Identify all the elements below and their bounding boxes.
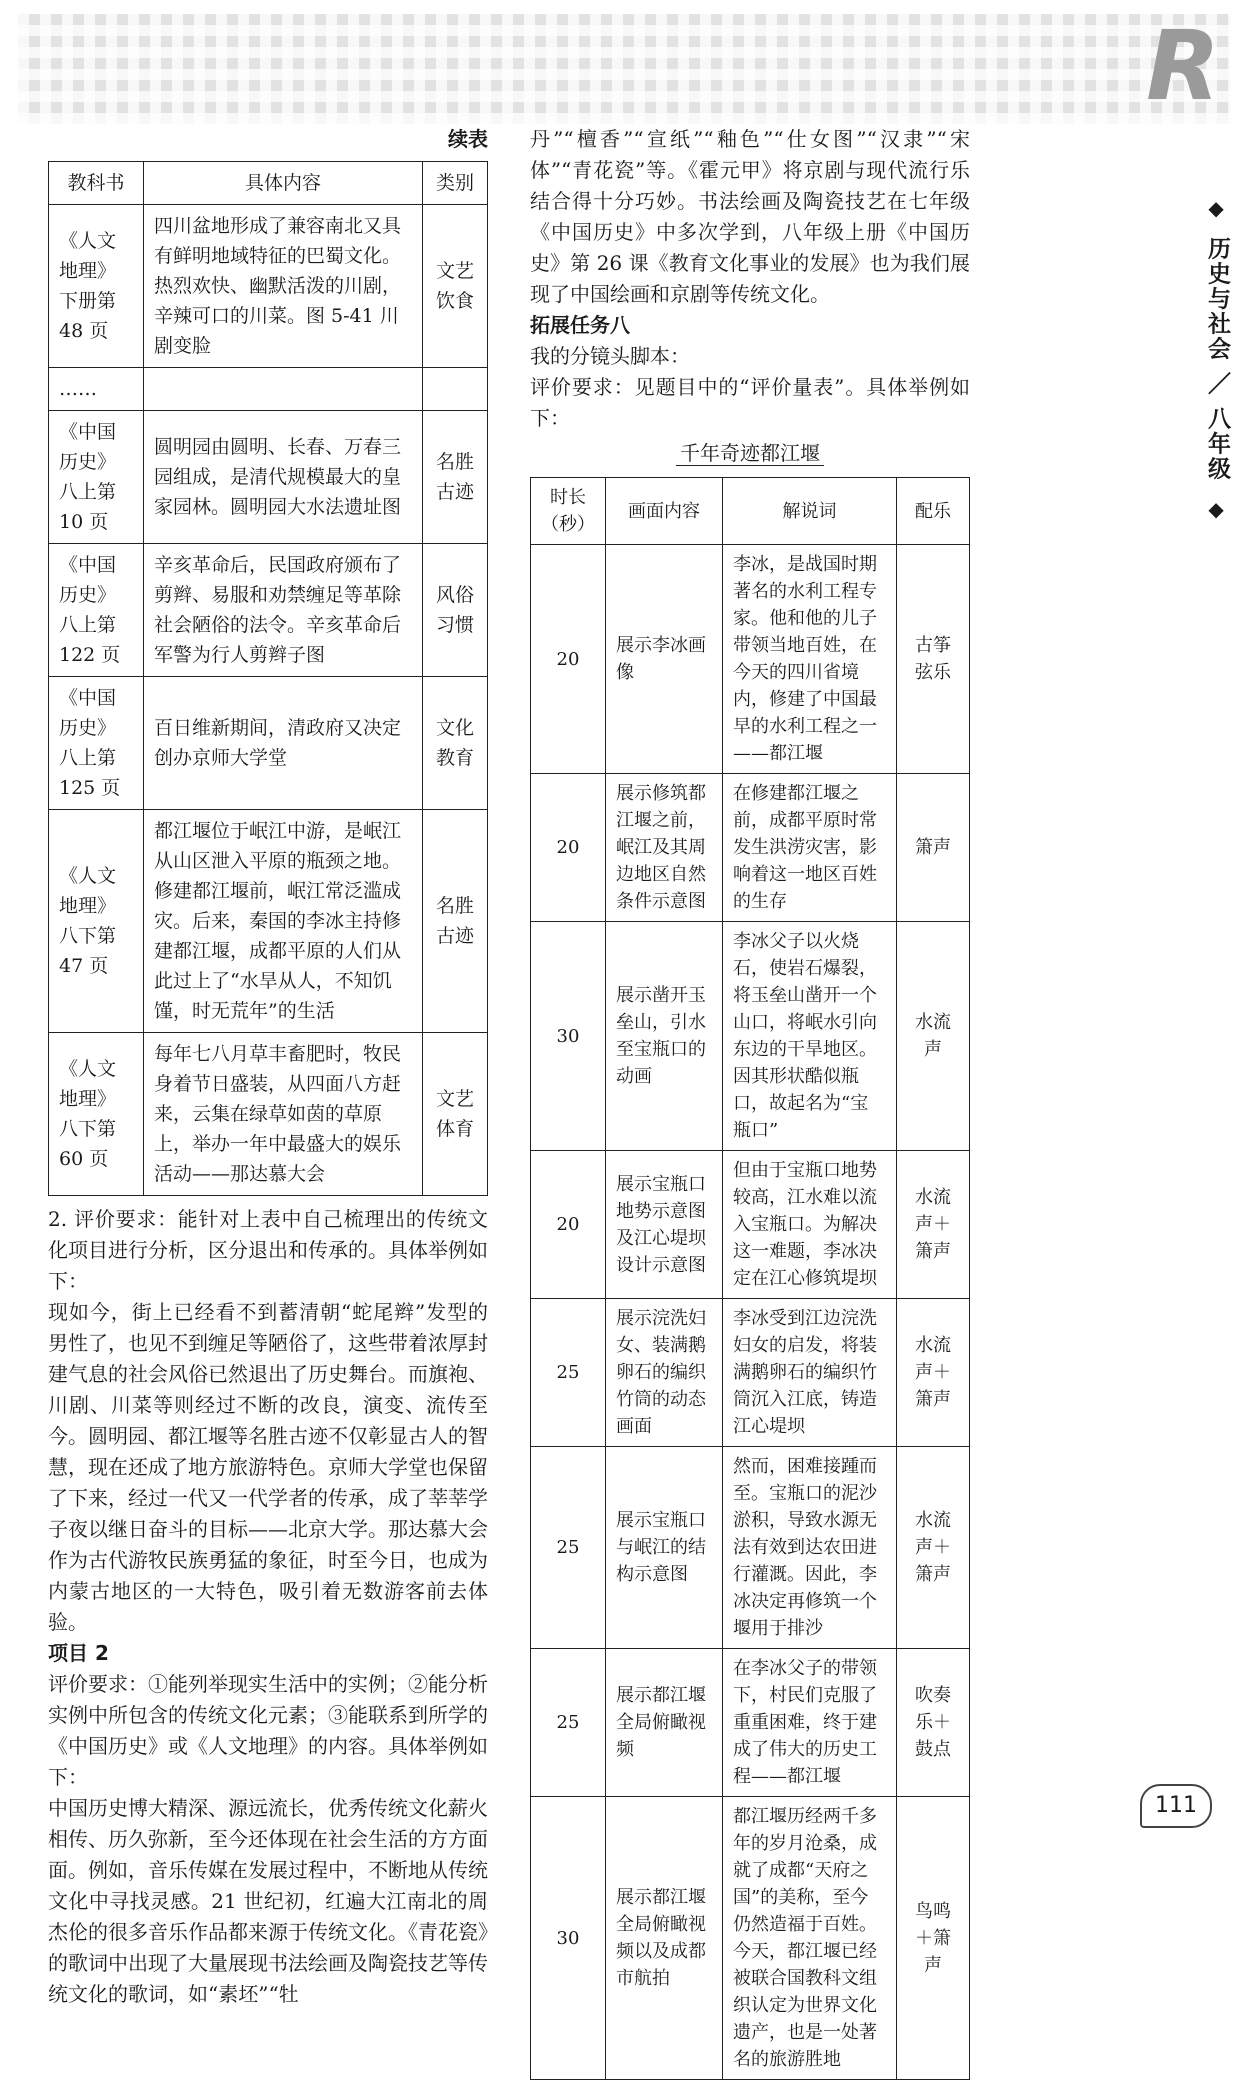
right-column [530, 124, 970, 2080]
table-row [49, 544, 488, 677]
table-cell: 《人文地理》八下第 60 页 [49, 1033, 144, 1196]
paragraph: 丹”“檀香”“宣纸”“釉色”“仕女图”“汉隶”“宋体”“青花瓷”等。《霍元甲》将京剧与现代流行乐结合得十分巧妙。书法绘画及陶瓷技艺在七年级《中国历史》中多次学到，八年级上册《中国历史》第 26 课《教育文化事业的发展》也为我们展现了中国绘画和京剧等传统文化。 [530, 127, 970, 306]
table-cell [423, 368, 488, 411]
table-row [49, 1033, 488, 1196]
table-header-row [49, 162, 488, 205]
table-cell: 25 [531, 1299, 606, 1447]
table-cell: 20 [531, 1151, 606, 1299]
table-header: 画面内容 [606, 478, 723, 545]
table-cell: 25 [531, 1649, 606, 1797]
table-cell: 《人文地理》八下第 47 页 [49, 810, 144, 1033]
table-row [49, 677, 488, 810]
table-cell: 文化教育 [423, 677, 488, 810]
table-header: 配乐 [897, 478, 970, 545]
diamond-icon: ◆ [1208, 196, 1226, 220]
paragraph: 现如今，街上已经看不到蓄清朝“蛇尾辫”发型的男性了，也见不到缠足等陋俗了，这些带着浓厚封建气息的社会风俗已然退出了历史舞台。而旗袍、川剧、川菜等则经过不断的改良，演变、流传至今。圆明园、都江堰等名胜古迹不仅彰显古人的智慧，现在还成了地方旅游特色。京师大学堂也保留了下来，经过一代又一代学者的传承，成了莘莘学子夜以继日奋斗的目标——北京大学。那达慕大会作为古代游牧民族勇猛的象征，时至今日，也成为内蒙古地区的一大特色，吸引着无数游客前去体验。 [48, 1300, 488, 1634]
table-cell: 鸟鸣＋箫声 [897, 1797, 970, 2080]
table-cell: 20 [531, 545, 606, 774]
table-cell: 箫声 [897, 774, 970, 922]
table-row [531, 1649, 970, 1797]
table-cell: 展示都江堰全局俯瞰视频 [606, 1649, 723, 1797]
table-row [49, 411, 488, 544]
table-cell: 李冰父子以火烧石，使岩石爆裂，将玉垒山凿开一个山口，将岷水引向东边的干旱地区。因其形状酷似瓶口，故起名为“宝瓶口” [723, 922, 897, 1151]
table-cell: 名胜古迹 [423, 411, 488, 544]
table-caption: 千年奇迹都江堰 [530, 438, 970, 469]
table-cell: 水流声＋箫声 [897, 1151, 970, 1299]
table-row [531, 1151, 970, 1299]
table-cell: 《中国历史》八上第 10 页 [49, 411, 144, 544]
table-header: 教科书 [49, 162, 144, 205]
table-cell: 展示浣洗妇女、装满鹅卵石的编织竹筒的动态画面 [606, 1299, 723, 1447]
separator: ／ [1204, 371, 1231, 397]
table-cell: 30 [531, 1797, 606, 2080]
table-cell: 四川盆地形成了兼容南北又具有鲜明地域特征的巴蜀文化。热烈欢快、幽默活泼的川剧，辛辣可口的川菜。图 5-41 川剧变脸 [144, 205, 423, 368]
table-row [531, 1299, 970, 1447]
section-heading: 拓展任务八 [530, 313, 630, 337]
paragraph: 中国历史博大精深、源远流长，优秀传统文化薪火相传、历久弥新，至今还体现在社会生活的方方面面。例如，音乐传媒在发展过程中，不断地从传统文化中寻找灵感。21 世纪初，红遍大江南北的周杰伦的很多音乐作品都来源于传统文化。《青花瓷》的歌词中出现了大量展现书法绘画及陶瓷技艺等传统文化的歌词，如“素坯”“牡 [48, 1796, 488, 2006]
table-cell: 然而，困难接踵而至。宝瓶口的泥沙淤积，导致水源无法有效到达农田进行灌溉。因此，李冰决定再修筑一个堰用于排沙 [723, 1447, 897, 1649]
table-cell: 古筝弦乐 [897, 545, 970, 774]
table-cell: 展示修筑都江堰之前，岷江及其周边地区自然条件示意图 [606, 774, 723, 922]
table-row [531, 1797, 970, 2080]
table-cell: 但由于宝瓶口地势较高，江水难以流入宝瓶口。为解决这一难题，李冰决定在江心修筑堤坝 [723, 1151, 897, 1299]
diamond-icon: ◆ [1208, 497, 1226, 522]
left-column [48, 124, 488, 2010]
grade-label: 八年级 [1204, 406, 1231, 482]
table-cell: 水流声 [897, 922, 970, 1151]
table-row [531, 1447, 970, 1649]
section-heading: 项目 2 [48, 1641, 109, 1665]
table-cell: 在修建都江堰之前，成都平原时常发生洪涝灾害，影响着这一地区百姓的生存 [723, 774, 897, 922]
paragraph: 评价要求：见题目中的“评价量表”。具体举例如下： [530, 375, 970, 430]
table-row [49, 205, 488, 368]
table-cell: 文艺体育 [423, 1033, 488, 1196]
table-cell: 每年七八月草丰畜肥时，牧民身着节日盛装，从四面八方赶来，云集在绿草如茵的草原上，举办一年中最盛大的娱乐活动——那达慕大会 [144, 1033, 423, 1196]
table-row [531, 922, 970, 1151]
table-cell: 展示李冰画像 [606, 545, 723, 774]
table-cell: 李冰受到江边浣洗妇女的启发，将装满鹅卵石的编织竹筒沉入江底，铸造江心堤坝 [723, 1299, 897, 1447]
table-cell: 水流声＋箫声 [897, 1299, 970, 1447]
table-cell: 展示凿开玉垒山，引水至宝瓶口的动画 [606, 922, 723, 1151]
table-cell: 《中国历史》八上第 122 页 [49, 544, 144, 677]
table-row [49, 368, 488, 411]
table-header: 类别 [423, 162, 488, 205]
storyboard-table [530, 477, 970, 2080]
textbook-table [48, 161, 488, 1196]
table-cell: 圆明园由圆明、长春、万春三园组成，是清代规模最大的皇家园林。圆明园大水法遗址图 [144, 411, 423, 544]
paragraph: 我的分镜头脚本： [530, 344, 690, 368]
table-cell: 30 [531, 922, 606, 1151]
table-cell: 都江堰位于岷江中游，是岷江从山区泄入平原的瓶颈之地。修建都江堰前，岷江常泛滥成灾。后来，秦国的李冰主持修建都江堰，成都平原的人们从此过上了“水旱从人，不知饥馑，时无荒年”的生活 [144, 810, 423, 1033]
table-cell: …… [49, 368, 144, 411]
table-cell [144, 368, 423, 411]
subject-label: 历史与社会 [1204, 236, 1231, 362]
table-cell: 25 [531, 1447, 606, 1649]
table-header: 时长（秒） [531, 478, 606, 545]
page-number: 111 [1140, 1784, 1212, 1828]
table-cell: 在李冰父子的带领下，村民们克服了重重困难，终于建成了伟大的历史工程——都江堰 [723, 1649, 897, 1797]
table-cell: 水流声＋箫声 [897, 1447, 970, 1649]
paragraph: 评价要求：①能列举现实生活中的实例；②能分析实例中所包含的传统文化元素；③能联系到所学的《中国历史》或《人文地理》的内容。具体举例如下： [48, 1672, 488, 1789]
table-header: 解说词 [723, 478, 897, 545]
header-banner [18, 10, 1230, 124]
table-header: 具体内容 [144, 162, 423, 205]
table-header-row [531, 478, 970, 545]
side-tab [1204, 190, 1234, 527]
continued-label: 续表 [448, 127, 488, 151]
table-cell: 辛亥革命后，民国政府颁布了剪辫、易服和劝禁缠足等革除社会陋俗的法令。辛亥革命后军警为行人剪辫子图 [144, 544, 423, 677]
table-cell: 吹奏乐＋鼓点 [897, 1649, 970, 1797]
table-cell: 文艺饮食 [423, 205, 488, 368]
table-cell: 风俗习惯 [423, 544, 488, 677]
table-cell: 展示宝瓶口与岷江的结构示意图 [606, 1447, 723, 1649]
table-cell: 百日维新期间，清政府又决定创办京师大学堂 [144, 677, 423, 810]
paragraph: 2. 评价要求：能针对上表中自己梳理出的传统文化项目进行分析，区分退出和传承的。具体举例如下： [48, 1207, 488, 1293]
table-row [49, 810, 488, 1033]
table-row [531, 545, 970, 774]
table-cell: 名胜古迹 [423, 810, 488, 1033]
table-cell: 李冰，是战国时期著名的水利工程专家。他和他的儿子带领当地百姓，在今天的四川省境内，修建了中国最早的水利工程之一——都江堰 [723, 545, 897, 774]
table-cell: 《人文地理》下册第 48 页 [49, 205, 144, 368]
table-cell: 展示都江堰全局俯瞰视频以及成都市航拍 [606, 1797, 723, 2080]
table-cell: 《中国历史》八上第 125 页 [49, 677, 144, 810]
table-cell: 都江堰历经两千多年的岁月沧桑，成就了成都“天府之国”的美称，至今仍然造福于百姓。今天，都江堰已经被联合国教科文组织认定为世界文化遗产，也是一处著名的旅游胜地 [723, 1797, 897, 2080]
section-letter: R [1146, 10, 1216, 122]
table-row [531, 774, 970, 922]
table-cell: 20 [531, 774, 606, 922]
table-cell: 展示宝瓶口地势示意图及江心堤坝设计示意图 [606, 1151, 723, 1299]
